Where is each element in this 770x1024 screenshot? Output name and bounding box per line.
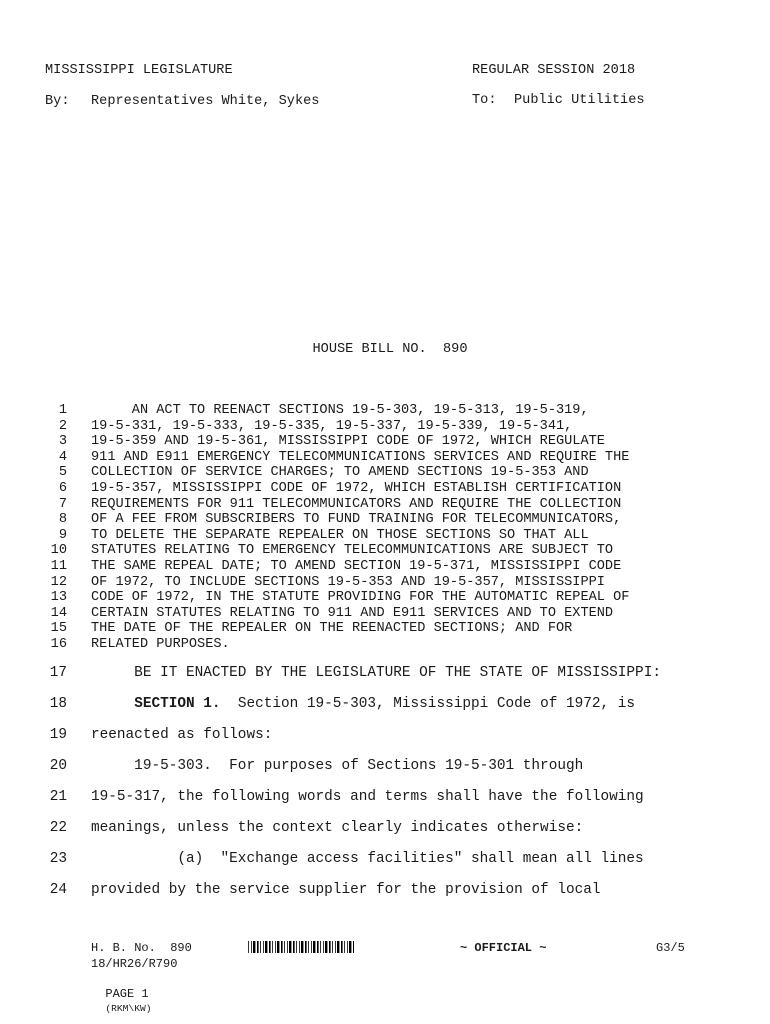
- barcode-bar: [265, 941, 267, 953]
- line-text: 19-5-357, MISSISSIPPI CODE OF 1972, WHICH ESTABLISH CERTIFICATION: [91, 481, 622, 496]
- official-label: ~ OFFICIAL ~: [460, 941, 547, 955]
- line-text: 19-5-359 AND 19-5-361, MISSISSIPPI CODE OF 1972, WHICH REGULATE: [91, 434, 605, 450]
- line-number: 16: [50, 637, 67, 652]
- line-text-part: [91, 696, 134, 712]
- barcode-bar: [275, 941, 276, 953]
- line-number: 21: [49, 789, 67, 805]
- barcode-bar: [344, 941, 345, 953]
- line-number: 1: [58, 403, 67, 418]
- bill-title: HOUSE BILL NO. 890: [312, 342, 468, 357]
- barcode-bar: [332, 941, 333, 953]
- line-number: 4: [58, 449, 67, 465]
- page-number: PAGE 1: [105, 987, 149, 1001]
- barcode-bar: [353, 941, 354, 953]
- barcode-bar: [299, 941, 300, 953]
- by-label: By:: [45, 94, 70, 109]
- line-number: 6: [58, 481, 67, 496]
- line-text-part: (a) "Exchange access facilities" shall mean all lines: [91, 851, 644, 867]
- barcode-bar: [311, 941, 312, 953]
- drafter-initials: (RKM\KW): [105, 1003, 152, 1014]
- line-number: 5: [58, 465, 67, 481]
- barcode-bar: [329, 941, 331, 953]
- line-text: [91, 850, 644, 868]
- barcode-bar: [289, 941, 291, 953]
- line-text-part: 19-5-317, the following words and terms shall have the following: [91, 789, 644, 805]
- line-number: 20: [49, 758, 67, 774]
- line-text-part: BE IT ENACTED BY THE LEGISLATURE OF THE STATE OF MISSISSIPPI:: [91, 665, 661, 681]
- line-number: 24: [49, 882, 67, 898]
- line-text-part: Section 19-5-303, Mississippi Code of 1972, is: [220, 696, 636, 712]
- line-text: 19-5-331, 19-5-333, 19-5-335, 19-5-337, 19-5-339, 19-5-341,: [91, 418, 573, 434]
- line-number: 8: [58, 512, 67, 528]
- line-number: 10: [50, 543, 67, 559]
- line-number: 9: [58, 527, 67, 543]
- line-number: 11: [50, 559, 67, 574]
- barcode-bar: [325, 941, 327, 953]
- line-text: RELATED PURPOSES.: [91, 637, 230, 652]
- line-number: 13: [50, 590, 67, 606]
- line-text-part: 19-5-303. For purposes of Sections 19-5-301 through: [91, 758, 584, 774]
- line-text: [91, 819, 583, 837]
- barcode-bar: [305, 941, 307, 953]
- barcode-bar: [284, 941, 285, 953]
- line-number: 14: [50, 605, 67, 621]
- line-text: CODE OF 1972, IN THE STATUTE PROVIDING FOR THE AUTOMATIC REPEAL OF: [91, 590, 630, 606]
- line-text: 911 AND E911 EMERGENCY TELECOMMUNICATIONS SERVICES AND REQUIRE THE: [91, 449, 630, 465]
- barcode-image: [248, 941, 354, 953]
- sponsors: Representatives White, Sykes: [91, 94, 320, 109]
- line-text: REQUIREMENTS FOR 911 TELECOMMUNICATORS AND REQUIRE THE COLLECTION: [91, 496, 622, 512]
- line-text: [91, 695, 635, 713]
- line-number: 23: [49, 851, 67, 867]
- line-text: THE SAME REPEAL DATE; TO AMEND SECTION 19-5-371, MISSISSIPPI CODE: [91, 559, 622, 574]
- barcode-bar: [320, 941, 321, 953]
- line-number: 19: [49, 727, 67, 743]
- barcode-bar: [337, 941, 339, 953]
- barcode-bar: [317, 941, 319, 953]
- line-text: COLLECTION OF SERVICE CHARGES; TO AMEND SECTIONS 19-5-353 AND: [91, 465, 589, 481]
- barcode-bar: [251, 941, 252, 953]
- barcode-bar: [347, 941, 348, 953]
- footer-draft-number: 18/HR26/R790: [91, 957, 178, 971]
- line-text: [91, 881, 601, 899]
- line-number: 18: [49, 696, 67, 712]
- line-text: AN ACT TO REENACT SECTIONS 19-5-303, 19-5-313, 19-5-319,: [91, 403, 589, 418]
- barcode-bar: [260, 941, 261, 953]
- barcode-bar: [301, 941, 303, 953]
- barcode-bar: [253, 941, 255, 953]
- barcode-bar: [263, 941, 264, 953]
- barcode-bar: [248, 941, 249, 953]
- barcode-bar: [269, 941, 271, 953]
- line-text: [91, 664, 661, 682]
- line-text: [91, 788, 644, 806]
- barcode-bar: [308, 941, 309, 953]
- line-number: 7: [58, 496, 67, 512]
- line-number: 2: [58, 418, 67, 434]
- line-text: OF A FEE FROM SUBSCRIBERS TO FUND TRAINING FOR TELECOMMUNICATORS,: [91, 512, 622, 528]
- section-heading: SECTION 1.: [134, 696, 221, 712]
- session-label: REGULAR SESSION 2018: [472, 63, 636, 78]
- line-number: 3: [58, 434, 67, 450]
- barcode-bar: [287, 941, 288, 953]
- line-number: 17: [49, 665, 67, 681]
- barcode-bar: [296, 941, 297, 953]
- barcode-bar: [341, 941, 343, 953]
- barcode-bar: [272, 941, 273, 953]
- barcode-bar: [277, 941, 279, 953]
- line-text: STATUTES RELATING TO EMERGENCY TELECOMMUNICATIONS ARE SUBJECT TO: [91, 543, 614, 559]
- footer-page: [91, 973, 151, 1016]
- line-text: OF 1972, TO INCLUDE SECTIONS 19-5-353 AND 19-5-357, MISSISSIPPI: [91, 574, 605, 590]
- legislature-name: MISSISSIPPI LEGISLATURE: [45, 63, 233, 78]
- line-text: [91, 726, 272, 744]
- to-label: To:: [472, 93, 497, 108]
- barcode-bar: [335, 941, 336, 953]
- line-text-part: meanings, unless the context clearly indicates otherwise:: [91, 820, 584, 836]
- barcode-bar: [313, 941, 315, 953]
- line-text: CERTAIN STATUTES RELATING TO 911 AND E911 SERVICES AND TO EXTEND: [91, 605, 614, 621]
- committee-name: Public Utilities: [514, 93, 645, 108]
- line-text-part: provided by the service supplier for the provision of local: [91, 882, 601, 898]
- barcode-bar: [349, 941, 351, 953]
- barcode-bar: [323, 941, 324, 953]
- line-number: 15: [50, 621, 67, 637]
- barcode-bar: [293, 941, 295, 953]
- line-number: 22: [49, 820, 67, 836]
- line-number: 12: [50, 574, 67, 590]
- footer-bill-ref: H. B. No. 890: [91, 941, 192, 955]
- footer-code: G3/5: [656, 941, 685, 955]
- line-text: TO DELETE THE SEPARATE REPEALER ON THOSE SECTIONS SO THAT ALL: [91, 527, 589, 543]
- line-text-part: reenacted as follows:: [91, 727, 273, 743]
- barcode-bar: [257, 941, 259, 953]
- line-text: THE DATE OF THE REPEALER ON THE REENACTED SECTIONS; AND FOR: [91, 621, 573, 637]
- line-text: [91, 757, 583, 775]
- barcode-bar: [281, 941, 283, 953]
